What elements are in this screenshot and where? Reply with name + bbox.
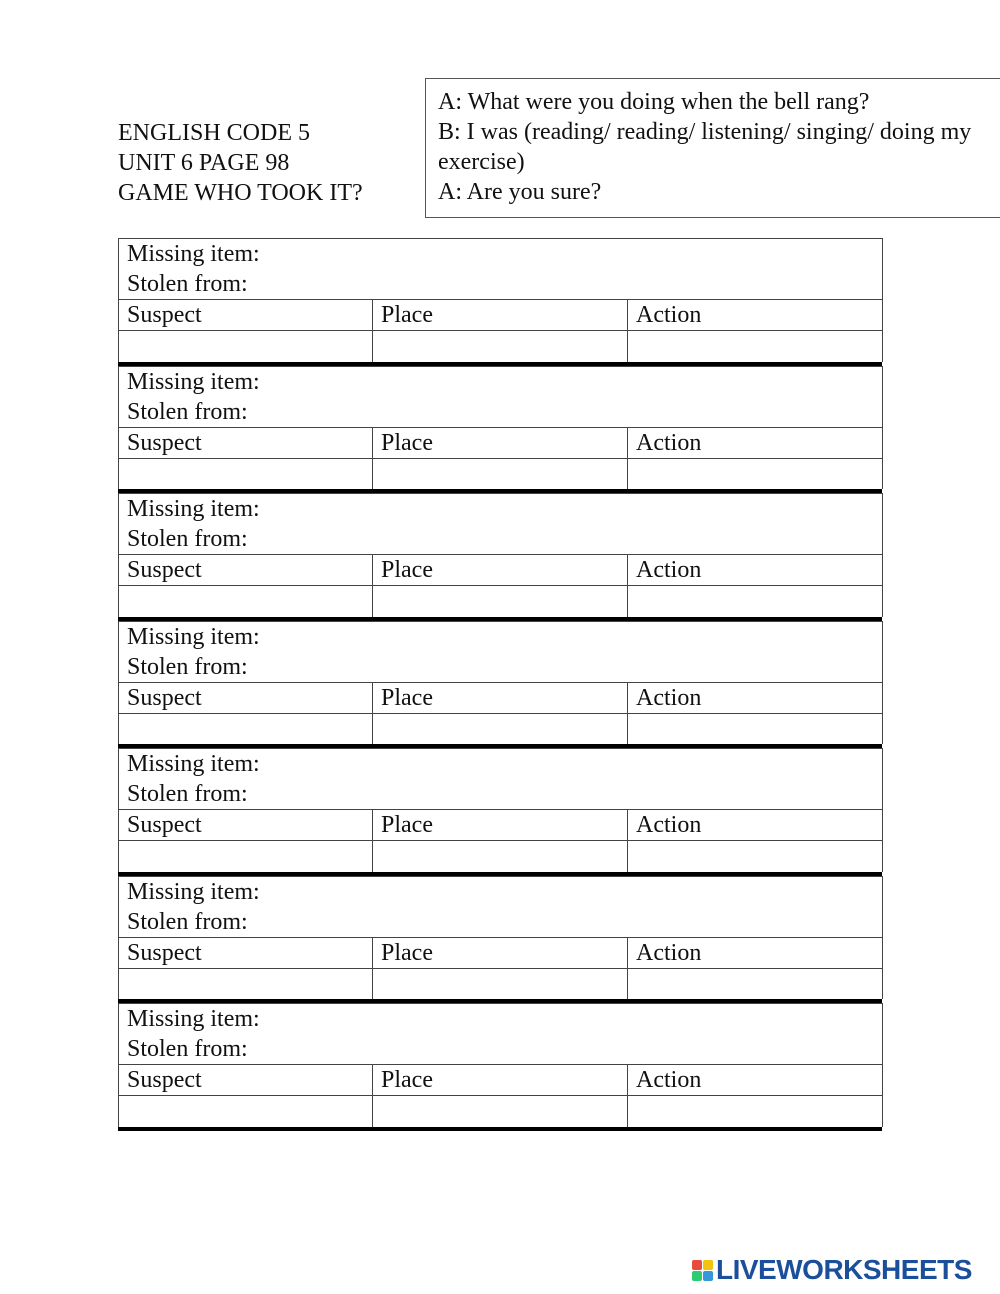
dialogue-line-a-question: A: What were you doing when the bell rang?	[438, 89, 870, 115]
logo-square-green	[692, 1271, 702, 1281]
action-header: Action	[628, 300, 883, 331]
liveworksheets-logo-icon	[692, 1260, 713, 1281]
header-game-title: GAME WHO TOOK IT?	[118, 180, 363, 206]
clue-block	[118, 238, 882, 366]
place-header: Place	[373, 1065, 628, 1096]
place-answer-cell[interactable]	[373, 586, 628, 617]
suspect-header: Suspect	[119, 555, 373, 586]
action-answer-cell[interactable]	[628, 841, 883, 872]
missing-info-cell	[119, 1004, 883, 1065]
stolen-from-label: Stolen from:	[127, 653, 248, 680]
place-answer-cell[interactable]	[373, 1096, 628, 1127]
logo-square-red	[692, 1260, 702, 1270]
header-unit: UNIT 6 PAGE 98	[118, 150, 290, 176]
dialogue-box	[425, 78, 1000, 218]
place-header: Place	[373, 427, 628, 458]
clue-table	[118, 876, 883, 1000]
clue-table	[118, 621, 883, 745]
place-header: Place	[373, 555, 628, 586]
clue-block	[118, 493, 882, 621]
missing-info-cell	[119, 239, 883, 300]
suspect-answer-cell[interactable]	[119, 968, 373, 999]
stolen-from-label: Stolen from:	[127, 398, 248, 425]
missing-info-cell	[119, 366, 883, 427]
action-answer-cell[interactable]	[628, 968, 883, 999]
clue-table	[118, 238, 883, 362]
place-header: Place	[373, 300, 628, 331]
missing-item-label: Missing item:	[127, 878, 260, 905]
missing-info-cell	[119, 621, 883, 682]
logo-square-blue	[703, 1271, 713, 1281]
action-header: Action	[628, 1065, 883, 1096]
missing-info-cell	[119, 876, 883, 937]
stolen-from-label: Stolen from:	[127, 781, 248, 807]
missing-item-label: Missing item:	[127, 368, 260, 395]
worksheet-header	[118, 118, 363, 208]
action-answer-cell[interactable]	[628, 1096, 883, 1127]
clue-tables	[118, 238, 882, 1131]
action-header: Action	[628, 555, 883, 586]
action-answer-cell[interactable]	[628, 458, 883, 489]
suspect-header: Suspect	[119, 937, 373, 968]
missing-item-label: Missing item:	[127, 1006, 260, 1032]
clue-block	[118, 366, 882, 494]
missing-info-cell	[119, 494, 883, 555]
missing-info-cell	[119, 749, 883, 810]
place-header: Place	[373, 937, 628, 968]
stolen-from-label: Stolen from:	[127, 1036, 248, 1062]
place-answer-cell[interactable]	[373, 331, 628, 362]
missing-item-label: Missing item:	[127, 496, 260, 522]
clue-block	[118, 621, 882, 749]
suspect-header: Suspect	[119, 300, 373, 331]
dialogue-line-b-answer: B: I was (reading/ reading/ listening/ singing/ doing my exercise)	[438, 119, 972, 175]
place-answer-cell[interactable]	[373, 458, 628, 489]
place-header: Place	[373, 682, 628, 713]
missing-item-label: Missing item:	[127, 241, 260, 267]
clue-table	[118, 1003, 883, 1127]
clue-table	[118, 366, 883, 490]
stolen-from-label: Stolen from:	[127, 908, 248, 935]
suspect-header: Suspect	[119, 427, 373, 458]
place-answer-cell[interactable]	[373, 841, 628, 872]
header-course: ENGLISH CODE 5	[118, 120, 310, 146]
place-answer-cell[interactable]	[373, 968, 628, 999]
suspect-answer-cell[interactable]	[119, 331, 373, 362]
suspect-answer-cell[interactable]	[119, 1096, 373, 1127]
suspect-header: Suspect	[119, 682, 373, 713]
clue-block	[118, 876, 882, 1004]
suspect-answer-cell[interactable]	[119, 841, 373, 872]
place-answer-cell[interactable]	[373, 713, 628, 744]
clue-block	[118, 1003, 882, 1131]
clue-table	[118, 748, 883, 872]
logo-text: LIVEWORKSHEETS	[716, 1254, 972, 1285]
suspect-header: Suspect	[119, 1065, 373, 1096]
action-header: Action	[628, 427, 883, 458]
liveworksheets-logo	[692, 1254, 972, 1286]
action-answer-cell[interactable]	[628, 331, 883, 362]
suspect-answer-cell[interactable]	[119, 713, 373, 744]
place-header: Place	[373, 810, 628, 841]
action-header: Action	[628, 682, 883, 713]
missing-item-label: Missing item:	[127, 751, 260, 777]
missing-item-label: Missing item:	[127, 623, 260, 650]
clue-table	[118, 493, 883, 617]
suspect-answer-cell[interactable]	[119, 458, 373, 489]
action-answer-cell[interactable]	[628, 713, 883, 744]
dialogue-line-a-confirm: A: Are you sure?	[438, 179, 602, 205]
action-header: Action	[628, 810, 883, 841]
action-answer-cell[interactable]	[628, 586, 883, 617]
logo-square-yellow	[703, 1260, 713, 1270]
clue-block	[118, 748, 882, 876]
stolen-from-label: Stolen from:	[127, 271, 248, 297]
suspect-header: Suspect	[119, 810, 373, 841]
stolen-from-label: Stolen from:	[127, 526, 248, 552]
action-header: Action	[628, 937, 883, 968]
suspect-answer-cell[interactable]	[119, 586, 373, 617]
